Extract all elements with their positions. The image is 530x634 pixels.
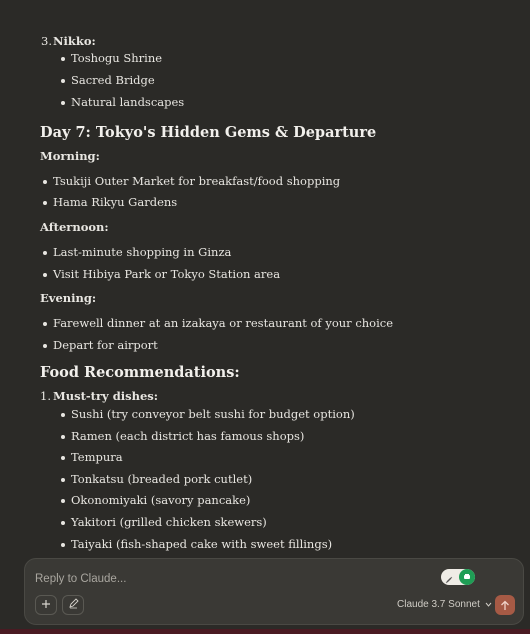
list-item: Taiyaki (fish-shaped cake with sweet fillings) [71, 537, 333, 551]
send-button[interactable] [495, 595, 515, 615]
subheading: Morning: [40, 149, 100, 163]
list-item: Tempura [71, 450, 123, 464]
list-item: Last-minute shopping in Ginza [53, 245, 232, 259]
bottom-bar [0, 629, 530, 634]
reply-composer [24, 558, 524, 625]
list-item: Sushi (try conveyor belt sushi for budget option) [71, 407, 355, 421]
bullet [61, 456, 65, 460]
style-button[interactable] [62, 595, 84, 615]
chevron-down-icon [485, 599, 492, 610]
list-item: Farewell dinner at an izakaya or restaurant of your choice [53, 316, 394, 330]
list-title: Must-try dishes: [53, 389, 158, 403]
bullet [43, 251, 47, 255]
bullet [43, 344, 47, 348]
list-number: 1. [40, 389, 51, 403]
subheading: Evening: [40, 291, 97, 305]
list-item: Okonomiyaki (savory pancake) [71, 493, 251, 507]
section-heading: Day 7: Tokyo's Hidden Gems & Departure [40, 124, 377, 141]
grammar-icon [459, 569, 475, 585]
bullet [61, 521, 65, 525]
attachment-icon [444, 571, 455, 590]
bullet [43, 180, 47, 184]
bullet [61, 478, 65, 482]
add-button[interactable] [35, 595, 57, 615]
extension-toggle[interactable] [441, 569, 475, 585]
list-item: Ramen (each district has famous shops) [71, 429, 305, 443]
list-item: Natural landscapes [71, 95, 185, 109]
bullet [61, 57, 65, 61]
list-number: 3. [41, 34, 52, 48]
plus-icon [41, 598, 51, 613]
list-item: Toshogu Shrine [71, 51, 163, 65]
list-item: Yakitori (grilled chicken skewers) [71, 515, 267, 529]
list-item: Depart for airport [53, 338, 158, 352]
bullet [61, 413, 65, 417]
model-label: Claude 3.7 Sonnet [397, 599, 480, 610]
list-item: Hama Rikyu Gardens [53, 195, 178, 209]
bullet [43, 273, 47, 277]
model-selector[interactable] [397, 599, 492, 611]
arrow-up-icon [500, 596, 510, 615]
subheading: Afternoon: [40, 220, 109, 234]
bullet [61, 499, 65, 503]
list-title: Nikko: [53, 34, 96, 48]
bullet [43, 322, 47, 326]
reply-input[interactable] [35, 571, 415, 587]
bullet [61, 101, 65, 105]
bullet [61, 435, 65, 439]
list-item: Sacred Bridge [71, 73, 155, 87]
bullet [61, 79, 65, 83]
section-heading: Food Recommendations: [40, 364, 240, 381]
list-item: Tsukiji Outer Market for breakfast/food shopping [53, 174, 341, 188]
bullet [61, 543, 65, 547]
list-item: Visit Hibiya Park or Tokyo Station area [53, 267, 281, 281]
list-item: Tonkatsu (breaded pork cutlet) [71, 472, 253, 486]
pen-icon [68, 598, 79, 613]
bullet [43, 201, 47, 205]
